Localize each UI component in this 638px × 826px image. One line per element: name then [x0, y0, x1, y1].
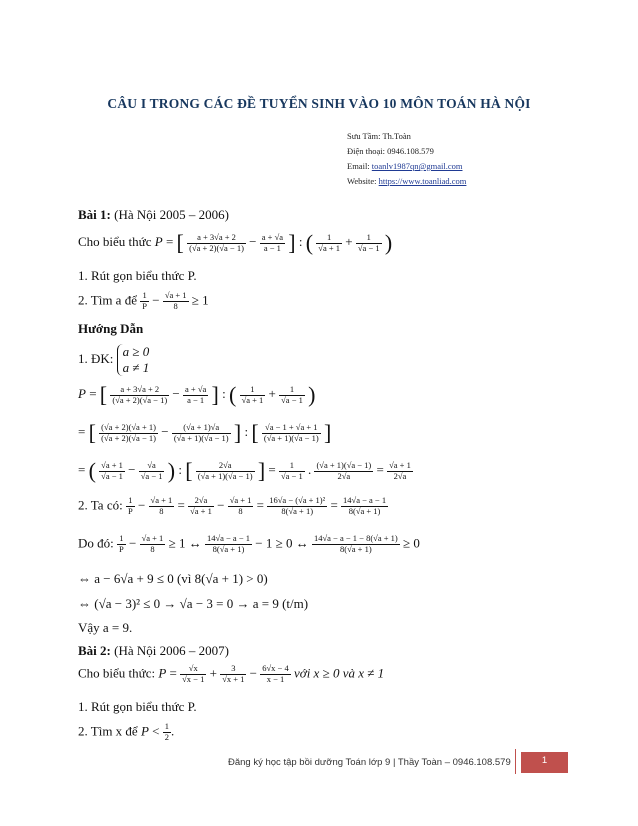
fraction: $\frac{1}{√a - 1}$: [357, 231, 380, 253]
problem2-statement-label: Cho biểu thức:: [78, 665, 159, 681]
fraction: $\frac{a + √a}{a - 1}$: [261, 231, 284, 253]
problem1-header: [78, 207, 229, 223]
problem2-condition: với x ≥ 0 và x ≠ 1: [293, 665, 385, 681]
compiler-line: Sưu Tầm: Th.Toàn: [347, 131, 411, 141]
website-label: Website:: [347, 176, 379, 186]
solution-step-2: = [ $\frac{(√a + 2)(√a + 1)}{(√a + 2)(√a - 1)}$ − $\frac{(√a + 1)√a}{(√a + 1)(√a - 1)}$ ] : [ $\frac{√a - 1 + √a + 1}{(√a + 1)(√a - 1)}$ ]: [78, 420, 332, 445]
step2-label: 2. Ta có:: [78, 497, 123, 513]
footer-divider: [515, 749, 516, 774]
page-number: 1: [541, 755, 548, 766]
condition-label: 1. ĐK:: [78, 350, 117, 366]
fraction: $\frac{a + 3√a + 2}{(√a + 2)(√a - 1)}$: [189, 231, 244, 253]
guide-heading: Hướng Dẫn: [78, 321, 144, 336]
fraction: $\frac{1}{√a + 1}$: [318, 231, 341, 253]
condition-line: [78, 344, 149, 376]
problem2-q2-label: 2. Tìm x để: [78, 723, 141, 739]
hence-label: Do đó:: [78, 535, 117, 551]
problem2-question2: 2. Tìm x để P < $\frac{1}{2}$ .: [78, 721, 175, 742]
footer-text: Đăng ký học tập bồi dưỡng Toán lớp 9 | Thầy Toàn – 0946.108.579: [228, 757, 511, 768]
email-line: [347, 161, 463, 171]
problem1-heading: Bài 1:: [78, 207, 111, 222]
email-label: Email:: [347, 161, 372, 171]
solution-step-6: ⇔ a − 6√a + 9 ≤ 0 (vì 8(√a + 1) > 0): [78, 571, 268, 586]
problem2-source: (Hà Nội 2006 – 2007): [110, 643, 229, 658]
problem1-source: (Hà Nội 2005 – 2006): [110, 207, 229, 222]
solution-conclusion: Vậy a = 9.: [78, 620, 133, 635]
problem2-heading: Bài 2:: [78, 643, 111, 658]
problem2-question1: 1. Rút gọn biểu thức P.: [78, 699, 197, 714]
website-line: [347, 176, 466, 186]
problem2-statement: Cho biểu thức: P = $\frac{√x}{√x - 1}$ + $\frac{3}{√x + 1}$ − $\frac{6√x - 4}{x - 1}$ với x ≥ 0 và x ≠ 1: [78, 663, 385, 684]
condition-system: a ≥ 0 a ≠ 1: [117, 344, 150, 376]
solution-step-4: 2. Ta có: $\frac{1}{P}$ − $\frac{√a + 1}{8}$ = $\frac{2√a}{√a + 1}$ − $\frac{√a + 1}{8}$ = $\frac{\text{16√a − (√a + 1)²}}{8(√a + 1)}$ = $\frac{14√a - a - 1}{8(√a + 1)}$: [78, 495, 387, 516]
email-link[interactable]: toanlv1987qn@gmail.com: [371, 161, 463, 171]
problem1-statement-label: Cho biểu thức: [78, 233, 155, 249]
problem1-q2-label: 2. Tìm a để: [78, 292, 141, 308]
problem1-question1: 1. Rút gọn biểu thức P.: [78, 268, 197, 283]
problem1-question2: 2. Tìm a để $\frac{1}{P}$ − $\frac{√a + 1}{8}$ ≥ 1: [78, 290, 209, 311]
phone-line: Điện thoại: 0946.108.579: [347, 146, 434, 156]
document-title: CÂU I TRONG CÁC ĐỀ TUYỂN SINH VÀO 10 MÔN TOÁN HÀ NỘI: [107, 96, 531, 111]
website-link[interactable]: https://www.toanliad.com: [378, 176, 467, 186]
solution-step-1: P = [ $\frac{a + 3√a + 2}{(√a + 2)(√a - 1)}$ − $\frac{a + √a}{a - 1}$ ] : ( $\frac{1}{√a + 1}$ + $\frac{1}{√a - 1}$ ): [78, 382, 316, 407]
solution-step-5: Do đó: $\frac{1}{P}$ − $\frac{√a + 1}{8}$ ≥ 1 ↔ $\frac{14√a - a - 1}{8(√a + 1)}$ − 1 ≥ 0 ↔ $\frac{14√a - a - 1 - 8(√a + 1)}{8(√a + 1)}$ ≥ 0: [78, 533, 420, 554]
problem2-header: [78, 643, 229, 659]
problem1-statement: Cho biểu thức P = [ $\frac{a + 3√a + 2}{(√a + 2)(√a - 1)}$ − $\frac{a + √a}{a - 1}$ ] : ( $\frac{1}{√a + 1}$ + $\frac{1}{√a - 1}$ ): [78, 230, 393, 255]
solution-step-7: ⇔ (√a − 3)² ≤ 0 → √a − 3 = 0 → a = 9 (t/m): [78, 596, 309, 611]
solution-step-3: = ( $\frac{√a + 1}{√a - 1}$ − $\frac{√a}{√a - 1}$ ) : [ $\frac{2√a}{(√a + 1)(√a - 1)}$ ] = $\frac{1}{√a - 1}$ . $\frac{(√a + 1)(√a - 1)}{2√a}$ = $\frac{√a + 1}{2√a}$: [78, 458, 411, 483]
